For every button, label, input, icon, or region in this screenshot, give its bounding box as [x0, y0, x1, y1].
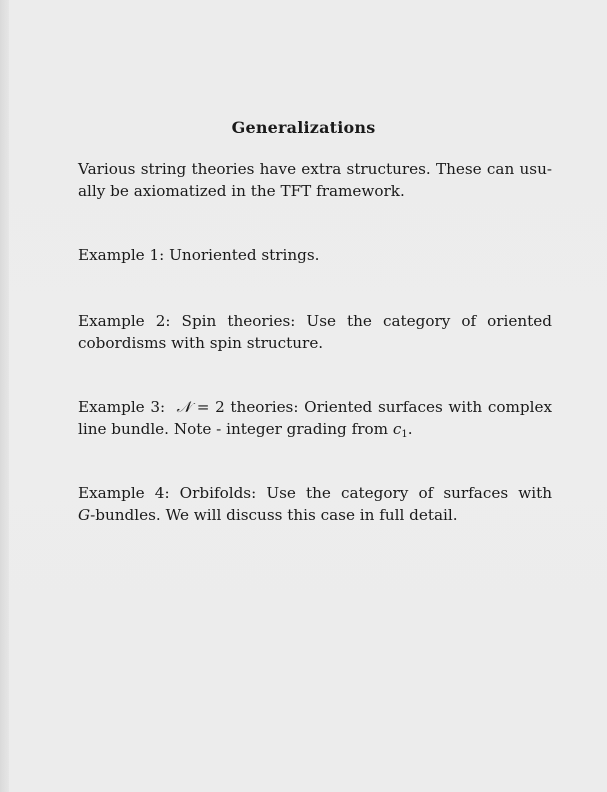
intro-line-2: ally be axiomatized in the TFT framework. [78, 181, 405, 200]
example-3-line-2-text: line bundle. Note - integer grading from [78, 419, 393, 438]
math-g-variable: G [78, 505, 91, 524]
example-2-line-2: cobordisms with spin structure. [78, 333, 324, 352]
page-title: Generalizations [231, 118, 376, 137]
example-2-paragraph [78, 311, 552, 354]
math-script-n: 𝒩 [176, 398, 192, 416]
math-equals-two: = 2 [191, 398, 225, 416]
example-4-line-1: Example 4: Orbifolds: Use the category of surfaces with [78, 484, 552, 502]
math-c-variable: c [392, 419, 402, 438]
example-3-line-1 [78, 397, 552, 419]
example-2-line-1: Example 2: Spin theories: Use the category of oriented [78, 312, 552, 330]
intro-line-1: Various string theories have extra structures. These can usu- [78, 160, 552, 178]
example-1-paragraph [78, 245, 552, 267]
example-3-line-2 [78, 419, 552, 441]
example-1-line-1: Example 1: Unoriented strings. [78, 246, 320, 264]
intro-paragraph [78, 159, 552, 202]
example-3-prefix: Example 3: [78, 398, 166, 416]
example-3-paragraph [78, 397, 552, 440]
example-3-line-2-end: . [407, 419, 413, 438]
example-4-line-2 [78, 505, 552, 527]
example-4-paragraph [78, 483, 552, 526]
example-3-rest: theories: Oriented surfaces with complex [224, 398, 553, 416]
example-4-line-2-text: -bundles. We will discuss this case in full detail. [90, 505, 458, 524]
math-c-subscript: 1 [401, 428, 408, 440]
